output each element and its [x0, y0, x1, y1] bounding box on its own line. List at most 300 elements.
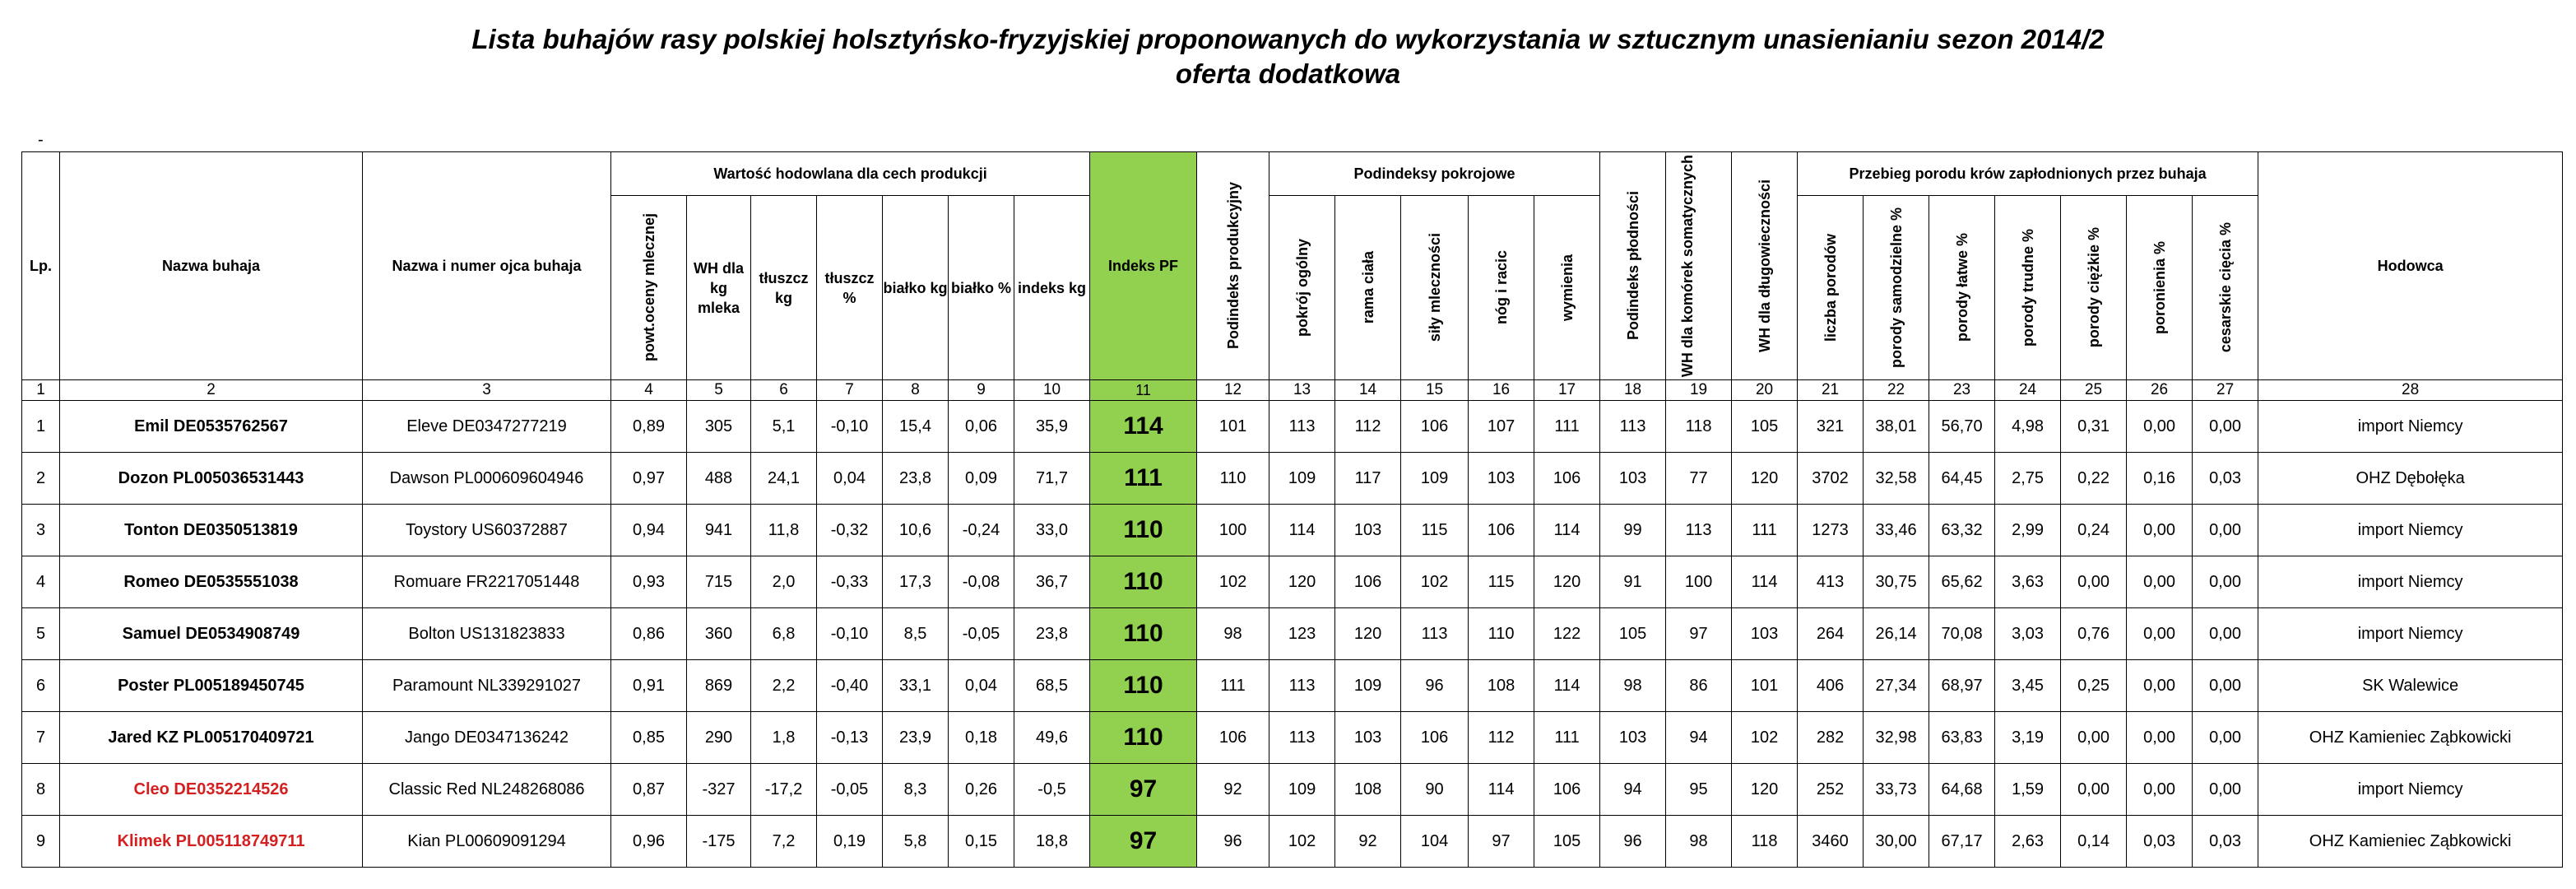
cell-production-value: 33,0 [1014, 505, 1090, 556]
col-protein-kg: białko kg [883, 196, 949, 380]
column-number: 18 [1600, 380, 1666, 401]
cell-production-value: -0,33 [817, 556, 883, 608]
cell-value: 64,68 [1929, 764, 1995, 816]
col-rama [1335, 196, 1401, 380]
table-row [22, 401, 2563, 453]
column-number: 4 [611, 380, 687, 401]
cell-value: 413 [1798, 556, 1864, 608]
cell-value: 92 [1335, 816, 1401, 868]
cell-index-pf: 97 [1090, 764, 1197, 816]
cell-value: 0,00 [2193, 712, 2258, 764]
cell-value: 97 [1469, 816, 1534, 868]
cell-value: 113 [1269, 401, 1335, 453]
col-cesarskie [2193, 196, 2258, 380]
cell-production-value: 8,3 [883, 764, 949, 816]
cell-value: 113 [1600, 401, 1666, 453]
cell-value: 3,03 [1995, 608, 2061, 660]
cell-value: 103 [1600, 453, 1666, 505]
cell-production-value: 5,8 [883, 816, 949, 868]
cell-father: Paramount NL339291027 [363, 660, 611, 712]
column-number-row [22, 380, 2563, 401]
cell-bull-name: Samuel DE0534908749 [60, 608, 363, 660]
col-wymie [1534, 196, 1600, 380]
poronienia-label: poronienia % [2151, 240, 2168, 334]
cell-production-value: 941 [687, 505, 751, 556]
cell-value: 101 [1197, 401, 1269, 453]
powt-label: powt.oceny mlecznej [640, 213, 657, 362]
trudne-label: porody trudne % [2019, 229, 2036, 347]
bulls-table [21, 151, 2563, 868]
column-number: 26 [2127, 380, 2193, 401]
cell-production-value: -0,13 [817, 712, 883, 764]
column-number: 1 [22, 380, 60, 401]
cell-production-value: 0,09 [949, 453, 1014, 505]
document-title-line2: oferta dodatkowa [1175, 58, 1401, 89]
cell-value: 99 [1600, 505, 1666, 556]
col-fat-kg: tłuszcz kg [751, 196, 817, 380]
cell-lp: 8 [22, 764, 60, 816]
cell-bull-name: Dozon PL005036531443 [60, 453, 363, 505]
cell-production-value: 33,1 [883, 660, 949, 712]
cell-value: 1,59 [1995, 764, 2061, 816]
cell-value: 2,63 [1995, 816, 2061, 868]
cell-index-pf: 97 [1090, 816, 1197, 868]
col-ciezkie [2061, 196, 2127, 380]
cell-value: 120 [1732, 764, 1798, 816]
cell-value: 115 [1469, 556, 1534, 608]
cell-bull-name: Klimek PL005118749711 [60, 816, 363, 868]
sub-fertility-label: Podindeks płodności [1624, 191, 1641, 341]
cell-value: 105 [1732, 401, 1798, 453]
cell-father: Kian PL00609091294 [363, 816, 611, 868]
cell-bull-name: Romeo DE0535551038 [60, 556, 363, 608]
cell-value: 118 [1732, 816, 1798, 868]
wh-somatic-label: WH dla komórek somatycznych [1678, 154, 1696, 378]
cell-value: 103 [1600, 712, 1666, 764]
cell-value: 0,00 [2193, 401, 2258, 453]
column-number: 12 [1197, 380, 1269, 401]
cell-production-value: 0,86 [611, 608, 687, 660]
table-row [22, 505, 2563, 556]
cell-value: 0,76 [2061, 608, 2127, 660]
cell-value: 103 [1469, 453, 1534, 505]
cell-index-pf: 110 [1090, 608, 1197, 660]
cell-value: 103 [1732, 608, 1798, 660]
cell-value: 32,58 [1864, 453, 1929, 505]
cell-value: 0,31 [2061, 401, 2127, 453]
cell-value: 0,03 [2193, 816, 2258, 868]
cell-father: Eleve DE0347277219 [363, 401, 611, 453]
column-number: 25 [2061, 380, 2127, 401]
cell-bull-name: Tonton DE0350513819 [60, 505, 363, 556]
cell-production-value: 0,19 [817, 816, 883, 868]
cell-value: 109 [1401, 453, 1469, 505]
cell-production-value: 0,04 [817, 453, 883, 505]
cell-lp: 1 [22, 401, 60, 453]
cell-value: 113 [1269, 712, 1335, 764]
cell-production-value: -0,5 [1014, 764, 1090, 816]
column-number: 16 [1469, 380, 1534, 401]
cell-production-value: 17,3 [883, 556, 949, 608]
cell-value: 98 [1197, 608, 1269, 660]
col-nogi [1469, 196, 1534, 380]
cell-value: 0,14 [2061, 816, 2127, 868]
group-type-subindexes: Podindeksy pokrojowe [1269, 152, 1600, 196]
cell-value: 0,00 [2127, 556, 2193, 608]
col-trudne [1995, 196, 2061, 380]
cell-value: 102 [1269, 816, 1335, 868]
cell-lp: 7 [22, 712, 60, 764]
nogi-label: nóg i racic [1492, 250, 1510, 325]
cell-value: 106 [1469, 505, 1534, 556]
cell-production-value: -0,05 [817, 764, 883, 816]
cell-value: 70,08 [1929, 608, 1995, 660]
cell-father: Classic Red NL248268086 [363, 764, 611, 816]
cell-production-value: 10,6 [883, 505, 949, 556]
cell-value: 0,16 [2127, 453, 2193, 505]
cell-father: Bolton US131823833 [363, 608, 611, 660]
cell-value: 101 [1732, 660, 1798, 712]
cell-bull-name: Emil DE0535762567 [60, 401, 363, 453]
col-liczba [1798, 196, 1864, 380]
cell-bull-name: Cleo DE0352214526 [60, 764, 363, 816]
cell-value: 100 [1666, 556, 1732, 608]
cell-production-value: 6,8 [751, 608, 817, 660]
col-poronienia [2127, 196, 2193, 380]
cell-index-pf: 110 [1090, 712, 1197, 764]
cell-value: 0,03 [2127, 816, 2193, 868]
cell-value: 0,00 [2127, 401, 2193, 453]
cell-value: 63,32 [1929, 505, 1995, 556]
col-latwe [1929, 196, 1995, 380]
cell-value: 110 [1469, 608, 1534, 660]
cell-production-value: 0,97 [611, 453, 687, 505]
column-number: 7 [817, 380, 883, 401]
cell-production-value: 24,1 [751, 453, 817, 505]
cell-value: 56,70 [1929, 401, 1995, 453]
cell-value: 3460 [1798, 816, 1864, 868]
cell-production-value: 23,9 [883, 712, 949, 764]
cell-value: 0,25 [2061, 660, 2127, 712]
column-number: 27 [2193, 380, 2258, 401]
cell-production-value: 715 [687, 556, 751, 608]
column-number: 10 [1014, 380, 1090, 401]
cell-breeder: import Niemcy [2258, 556, 2563, 608]
table-row [22, 712, 2563, 764]
ciezkie-label: porody ciężkie % [2085, 227, 2102, 348]
cell-production-value: -0,10 [817, 401, 883, 453]
cell-production-value: 0,96 [611, 816, 687, 868]
cell-value: 118 [1666, 401, 1732, 453]
cell-production-value: -0,08 [949, 556, 1014, 608]
table-row [22, 608, 2563, 660]
cell-value: 0,00 [2061, 764, 2127, 816]
column-number: 13 [1269, 380, 1335, 401]
cell-value: 33,46 [1864, 505, 1929, 556]
cell-production-value: 305 [687, 401, 751, 453]
cell-value: 120 [1732, 453, 1798, 505]
cell-breeder: OHZ Kamieniec Ząbkowicki [2258, 712, 2563, 764]
cell-production-value: 23,8 [883, 453, 949, 505]
cell-index-pf: 110 [1090, 556, 1197, 608]
cell-value: 4,98 [1995, 401, 2061, 453]
column-number: 24 [1995, 380, 2061, 401]
col-index-pf: Indeks PF [1090, 152, 1197, 380]
cell-value: 0,22 [2061, 453, 2127, 505]
table-row [22, 764, 2563, 816]
cell-production-value: 68,5 [1014, 660, 1090, 712]
cell-value: 3702 [1798, 453, 1864, 505]
column-number: 2 [60, 380, 363, 401]
cell-value: 0,00 [2127, 505, 2193, 556]
cell-value: 0,03 [2193, 453, 2258, 505]
col-pokroj [1269, 196, 1335, 380]
cell-value: 106 [1335, 556, 1401, 608]
wh-longevity-label: WH dla długowieczności [1756, 179, 1773, 352]
table-body [22, 401, 2563, 868]
cell-production-value: -17,2 [751, 764, 817, 816]
col-wh-somatic [1666, 152, 1732, 380]
cell-production-value: 35,9 [1014, 401, 1090, 453]
cell-value: 105 [1534, 816, 1600, 868]
cell-value: 98 [1600, 660, 1666, 712]
cell-value: 123 [1269, 608, 1335, 660]
stray-dash: - [38, 131, 44, 149]
liczba-label: liczba porodów [1822, 233, 1839, 342]
cell-value: 92 [1197, 764, 1269, 816]
cell-production-value: 8,5 [883, 608, 949, 660]
cell-value: 282 [1798, 712, 1864, 764]
cell-value: 91 [1600, 556, 1666, 608]
cell-value: 26,14 [1864, 608, 1929, 660]
cell-value: 90 [1401, 764, 1469, 816]
cell-production-value: 11,8 [751, 505, 817, 556]
group-production-values: Wartość hodowlana dla cech produkcji [611, 152, 1090, 196]
group-calving: Przebieg porodu krów zapłodnionych przez buhaja [1798, 152, 2258, 196]
cell-value: 0,00 [2193, 608, 2258, 660]
cell-value: 113 [1269, 660, 1335, 712]
cell-value: 94 [1600, 764, 1666, 816]
cell-value: 406 [1798, 660, 1864, 712]
cell-production-value: 0,87 [611, 764, 687, 816]
sily-label: siły mleczności [1426, 233, 1443, 342]
cell-value: 117 [1335, 453, 1401, 505]
cell-production-value: 0,18 [949, 712, 1014, 764]
pokroj-label: pokrój ogólny [1293, 239, 1311, 337]
cell-value: 95 [1666, 764, 1732, 816]
cell-lp: 3 [22, 505, 60, 556]
cell-production-value: 0,94 [611, 505, 687, 556]
cell-value: 64,45 [1929, 453, 1995, 505]
cell-father: Toystory US60372887 [363, 505, 611, 556]
wymie-label: wymienia [1558, 254, 1576, 322]
cell-value: 3,45 [1995, 660, 2061, 712]
cell-value: 94 [1666, 712, 1732, 764]
cell-breeder: import Niemcy [2258, 505, 2563, 556]
cell-value: 112 [1335, 401, 1401, 453]
cell-value: 106 [1197, 712, 1269, 764]
cell-production-value: 18,8 [1014, 816, 1090, 868]
cell-father: Dawson PL000609604946 [363, 453, 611, 505]
cell-breeder: OHZ Dębołęka [2258, 453, 2563, 505]
cell-value: 114 [1269, 505, 1335, 556]
cell-value: 102 [1401, 556, 1469, 608]
rama-label: rama ciała [1359, 251, 1376, 324]
cell-breeder: SK Walewice [2258, 660, 2563, 712]
cell-value: 0,00 [2193, 660, 2258, 712]
column-number: 19 [1666, 380, 1732, 401]
cell-value: 109 [1335, 660, 1401, 712]
cell-production-value: 1,8 [751, 712, 817, 764]
cesarskie-label: cesarskie cięcia % [2216, 222, 2234, 353]
cell-value: 38,01 [1864, 401, 1929, 453]
column-number: 3 [363, 380, 611, 401]
cell-value: 97 [1666, 608, 1732, 660]
cell-value: 120 [1335, 608, 1401, 660]
cell-value: 106 [1401, 712, 1469, 764]
col-sub-production [1197, 152, 1269, 380]
table-row [22, 556, 2563, 608]
cell-value: 0,00 [2127, 660, 2193, 712]
col-wh-milk: WH dla kg mleka [687, 196, 751, 380]
col-protein-pct: białko % [949, 196, 1014, 380]
col-lp: Lp. [22, 152, 60, 380]
cell-production-value: 2,2 [751, 660, 817, 712]
cell-production-value: 71,7 [1014, 453, 1090, 505]
cell-value: 321 [1798, 401, 1864, 453]
cell-production-value: 0,85 [611, 712, 687, 764]
cell-production-value: 0,89 [611, 401, 687, 453]
cell-production-value: 23,8 [1014, 608, 1090, 660]
cell-value: 96 [1197, 816, 1269, 868]
cell-value: 0,00 [2193, 764, 2258, 816]
cell-value: 102 [1197, 556, 1269, 608]
cell-bull-name: Poster PL005189450745 [60, 660, 363, 712]
cell-index-pf: 111 [1090, 453, 1197, 505]
column-number: 23 [1929, 380, 1995, 401]
column-number: 28 [2258, 380, 2563, 401]
cell-index-pf: 110 [1090, 505, 1197, 556]
cell-value: 111 [1534, 401, 1600, 453]
column-number: 11 [1090, 380, 1197, 401]
cell-production-value: 5,1 [751, 401, 817, 453]
cell-lp: 6 [22, 660, 60, 712]
cell-production-value: 290 [687, 712, 751, 764]
cell-value: 30,75 [1864, 556, 1929, 608]
cell-value: 63,83 [1929, 712, 1995, 764]
cell-index-pf: 110 [1090, 660, 1197, 712]
column-number: 8 [883, 380, 949, 401]
cell-value: 115 [1401, 505, 1469, 556]
cell-production-value: 49,6 [1014, 712, 1090, 764]
column-number: 20 [1732, 380, 1798, 401]
cell-value: 30,00 [1864, 816, 1929, 868]
cell-breeder: import Niemcy [2258, 608, 2563, 660]
table-row [22, 816, 2563, 868]
cell-production-value: 488 [687, 453, 751, 505]
cell-value: 106 [1534, 764, 1600, 816]
cell-production-value: -0,05 [949, 608, 1014, 660]
cell-production-value: 360 [687, 608, 751, 660]
column-number: 6 [751, 380, 817, 401]
sub-production-label: Podindeks produkcyjny [1224, 182, 1242, 350]
cell-production-value: 7,2 [751, 816, 817, 868]
cell-value: 96 [1401, 660, 1469, 712]
cell-lp: 9 [22, 816, 60, 868]
table-row [22, 453, 2563, 505]
cell-production-value: 869 [687, 660, 751, 712]
col-sub-fertility [1600, 152, 1666, 380]
cell-production-value: 2,0 [751, 556, 817, 608]
cell-value: 0,00 [2193, 556, 2258, 608]
cell-lp: 2 [22, 453, 60, 505]
cell-value: 0,00 [2193, 505, 2258, 556]
cell-production-value: 0,15 [949, 816, 1014, 868]
cell-value: 0,00 [2127, 764, 2193, 816]
cell-value: 111 [1197, 660, 1269, 712]
cell-value: 0,00 [2061, 556, 2127, 608]
column-number: 9 [949, 380, 1014, 401]
cell-production-value: -0,32 [817, 505, 883, 556]
cell-value: 2,99 [1995, 505, 2061, 556]
cell-value: 106 [1534, 453, 1600, 505]
col-wh-longevity [1732, 152, 1798, 380]
cell-value: 3,63 [1995, 556, 2061, 608]
col-samodzielne [1864, 196, 1929, 380]
cell-production-value: -0,24 [949, 505, 1014, 556]
cell-lp: 5 [22, 608, 60, 660]
cell-value: 109 [1269, 453, 1335, 505]
cell-value: 109 [1269, 764, 1335, 816]
cell-value: 114 [1534, 505, 1600, 556]
cell-value: 1273 [1798, 505, 1864, 556]
col-index-kg: indeks kg [1014, 196, 1090, 380]
cell-value: 2,75 [1995, 453, 2061, 505]
cell-value: 98 [1666, 816, 1732, 868]
cell-breeder: import Niemcy [2258, 764, 2563, 816]
cell-breeder: import Niemcy [2258, 401, 2563, 453]
cell-value: 108 [1335, 764, 1401, 816]
col-powt [611, 196, 687, 380]
cell-breeder: OHZ Kamieniec Ząbkowicki [2258, 816, 2563, 868]
column-number: 15 [1401, 380, 1469, 401]
cell-value: 112 [1469, 712, 1534, 764]
latwe-label: porody łatwe % [1953, 233, 1970, 342]
column-number: 22 [1864, 380, 1929, 401]
col-sily [1401, 196, 1469, 380]
col-bull-name: Nazwa buhaja [60, 152, 363, 380]
col-breeder: Hodowca [2258, 152, 2563, 380]
document-title-line1: Lista buhajów rasy polskiej holsztyńsko-fryzyjskiej proponowanych do wykorzystania w sztucznym unasienianiu sezon 2014/2 [471, 24, 2105, 54]
cell-value: 104 [1401, 816, 1469, 868]
cell-production-value: 36,7 [1014, 556, 1090, 608]
column-number: 21 [1798, 380, 1864, 401]
cell-value: 107 [1469, 401, 1534, 453]
cell-value: 77 [1666, 453, 1732, 505]
cell-value: 111 [1732, 505, 1798, 556]
column-number: 14 [1335, 380, 1401, 401]
cell-value: 100 [1197, 505, 1269, 556]
cell-father: Jango DE0347136242 [363, 712, 611, 764]
cell-value: 114 [1732, 556, 1798, 608]
cell-bull-name: Jared KZ PL005170409721 [60, 712, 363, 764]
cell-production-value: 0,93 [611, 556, 687, 608]
cell-production-value: 0,06 [949, 401, 1014, 453]
cell-value: 122 [1534, 608, 1600, 660]
cell-father: Romuare FR2217051448 [363, 556, 611, 608]
cell-production-value: 15,4 [883, 401, 949, 453]
col-fat-pct: tłuszcz % [817, 196, 883, 380]
